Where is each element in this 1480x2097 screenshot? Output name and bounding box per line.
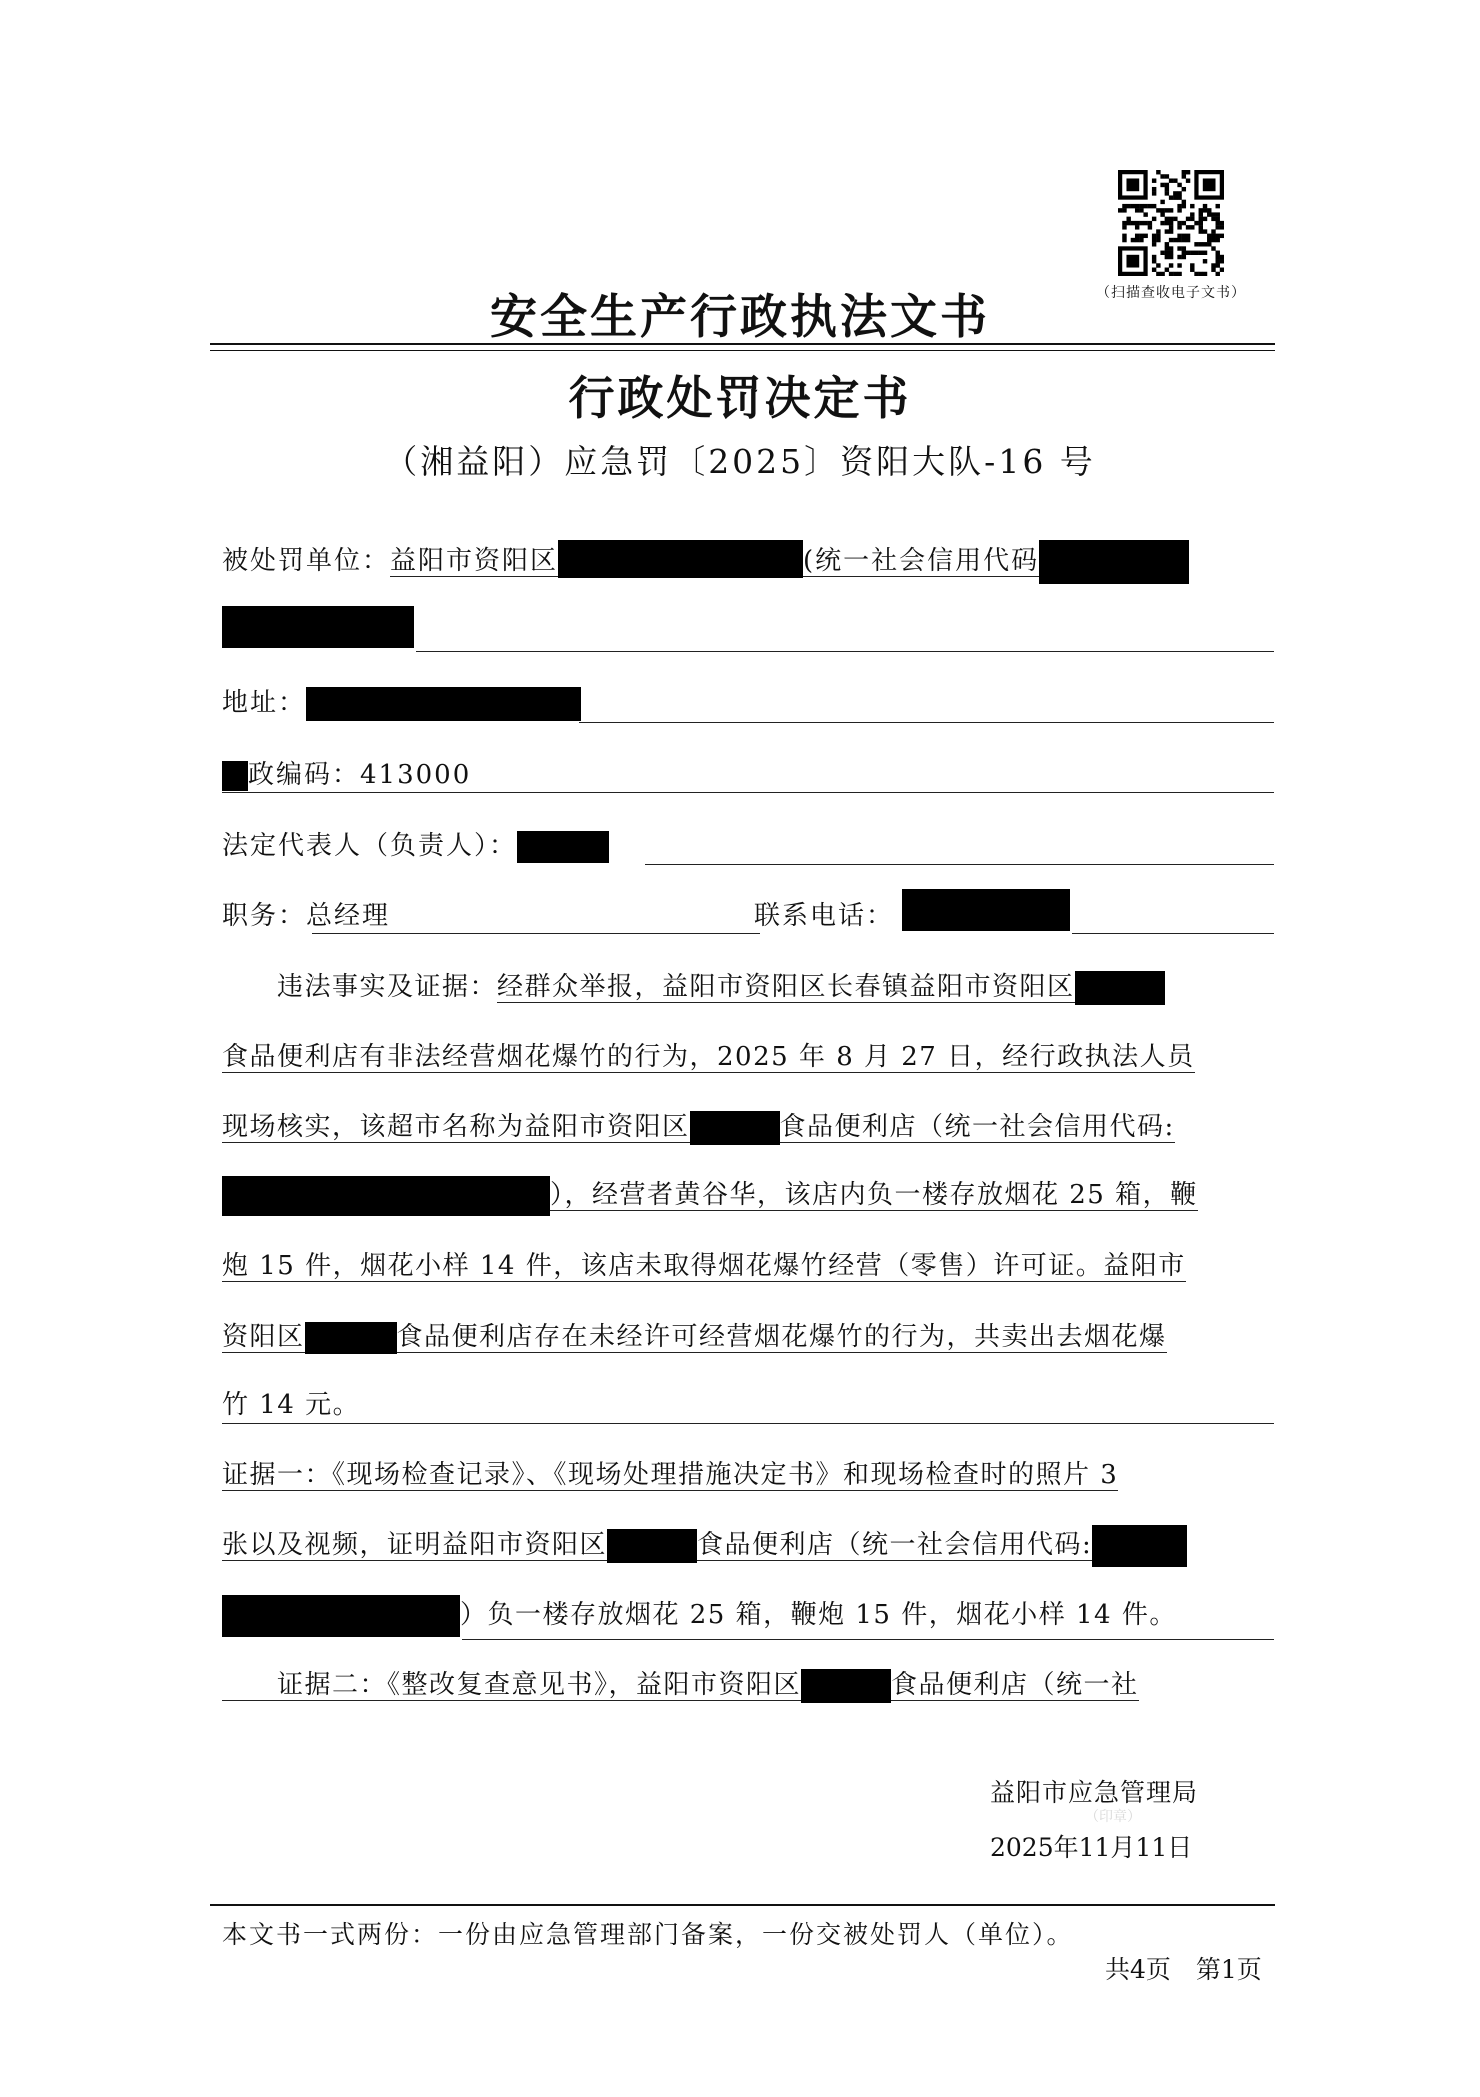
postcode-row (222, 754, 1274, 791)
redaction-block (1092, 1525, 1187, 1567)
duty-value: 总经理 (306, 901, 391, 931)
violation-line-7 (222, 1384, 1274, 1421)
punished-unit-row-cont (222, 606, 1274, 650)
violation-text: 竹 14 元。 (222, 1390, 361, 1420)
punished-unit-row (222, 540, 1274, 584)
redaction-block (306, 687, 581, 721)
violation-text: 经群众举报，益阳市资阳区长春镇益阳市资阳区 (497, 972, 1075, 1002)
document-number: （湘益阳）应急罚〔2025〕资阳大队-16 号 (384, 442, 1096, 481)
violation-text: 资阳区 (222, 1322, 305, 1352)
document-series-title: 安全生产行政执法文书 (490, 290, 990, 345)
evidence-text: 食品便利店（统一社会信用代码: (697, 1530, 1093, 1560)
violation-text: ），经营者黄谷华，该店内负一楼存放烟花 25 箱，鞭 (550, 1180, 1198, 1210)
qr-code-graphic (1118, 170, 1224, 276)
issuing-authority: 益阳市应急管理局 (990, 1778, 1199, 1807)
header-rule-thin (210, 350, 1275, 351)
violation-line-1 (222, 966, 1274, 1005)
redaction-block (1075, 971, 1165, 1005)
postcode-value: 413000 (360, 760, 472, 790)
violation-text: 现场核实，该超市名称为益阳市资阳区 (222, 1112, 690, 1142)
address-label: 地址： (222, 688, 307, 718)
evidence-text: 张以及视频，证明益阳市资阳区 (222, 1530, 608, 1560)
redaction-block (690, 1111, 780, 1145)
seal-placeholder: （印章） (1085, 1809, 1141, 1825)
violation-line-6 (222, 1316, 1274, 1354)
evidence-text: 证据一：《现场检查记录》、《现场处理措施决定书》和现场检查时的照片 3 (222, 1460, 1119, 1490)
punished-unit-label: 被处罚单位： (222, 546, 391, 576)
evidence-1-line-1 (222, 1454, 1274, 1491)
redaction-block (222, 761, 248, 791)
postcode-label: 政编码： (248, 760, 361, 790)
duty-phone-row (222, 895, 1274, 932)
qr-caption: （扫描查收电子文书） (1096, 285, 1246, 301)
qr-code (1118, 170, 1224, 276)
evidence-text: 证据二：《整改复查意见书》，益阳市资阳区 (222, 1670, 801, 1701)
redaction-block (222, 1595, 460, 1637)
violation-text: 食品便利店（统一社会信用代码: (779, 1112, 1175, 1142)
header-rule-thick (210, 343, 1275, 345)
violation-text: 炮 15 件，烟花小样 14 件，该店未取得烟花爆竹经营（零售）许可证。益阳市 (222, 1251, 1186, 1281)
redaction-block (902, 889, 1070, 931)
redaction-block (222, 606, 414, 648)
page-count: 共4页 第1页 (1105, 1955, 1262, 1984)
legal-rep-label: 法定代表人（负责人）： (222, 831, 518, 861)
legal-rep-row (222, 825, 1274, 863)
redaction-block (1039, 540, 1189, 584)
violation-text: 食品便利店有非法经营烟花爆竹的行为，2025 年 8 月 27 日，经行政执法人员 (222, 1042, 1195, 1072)
evidence-1-line-3 (222, 1594, 1274, 1637)
redaction-block (222, 1176, 550, 1216)
phone-label: 联系电话： (754, 901, 895, 931)
evidence-1-line-2 (222, 1524, 1274, 1567)
punished-unit-value: 益阳市资阳区 (390, 546, 559, 576)
redaction-block (517, 831, 609, 863)
address-row (222, 682, 1274, 721)
evidence-2-line-1 (222, 1664, 1274, 1703)
violation-line-4 (222, 1174, 1274, 1216)
punished-unit-credit-label: (统一社会信用代码 (803, 546, 1040, 576)
violation-text: 食品便利店存在未经许可经营烟花爆竹的行为，共卖出去烟花爆 (396, 1322, 1167, 1352)
footer-note: 本文书一式两份：一份由应急管理部门备案，一份交被处罚人（单位）。 (222, 1920, 1074, 1949)
redaction-block (801, 1669, 891, 1703)
redaction-block (305, 1322, 397, 1354)
redaction-block (607, 1529, 697, 1563)
violation-line-3 (222, 1106, 1274, 1145)
evidence-text: 食品便利店（统一社 (891, 1670, 1139, 1700)
redaction-block (558, 540, 803, 578)
issue-date: 2025年11月11日 (990, 1833, 1193, 1862)
violation-line-5 (222, 1245, 1274, 1282)
duty-label: 职务： (222, 901, 307, 931)
violation-line-2 (222, 1036, 1274, 1073)
evidence-text: ）负一楼存放烟花 25 箱，鞭炮 15 件，烟花小样 14 件。 (460, 1600, 1177, 1630)
footer-rule (210, 1904, 1275, 1906)
document-title: 行政处罚决定书 (568, 371, 912, 425)
violation-heading: 违法事实及证据： (277, 972, 498, 1002)
